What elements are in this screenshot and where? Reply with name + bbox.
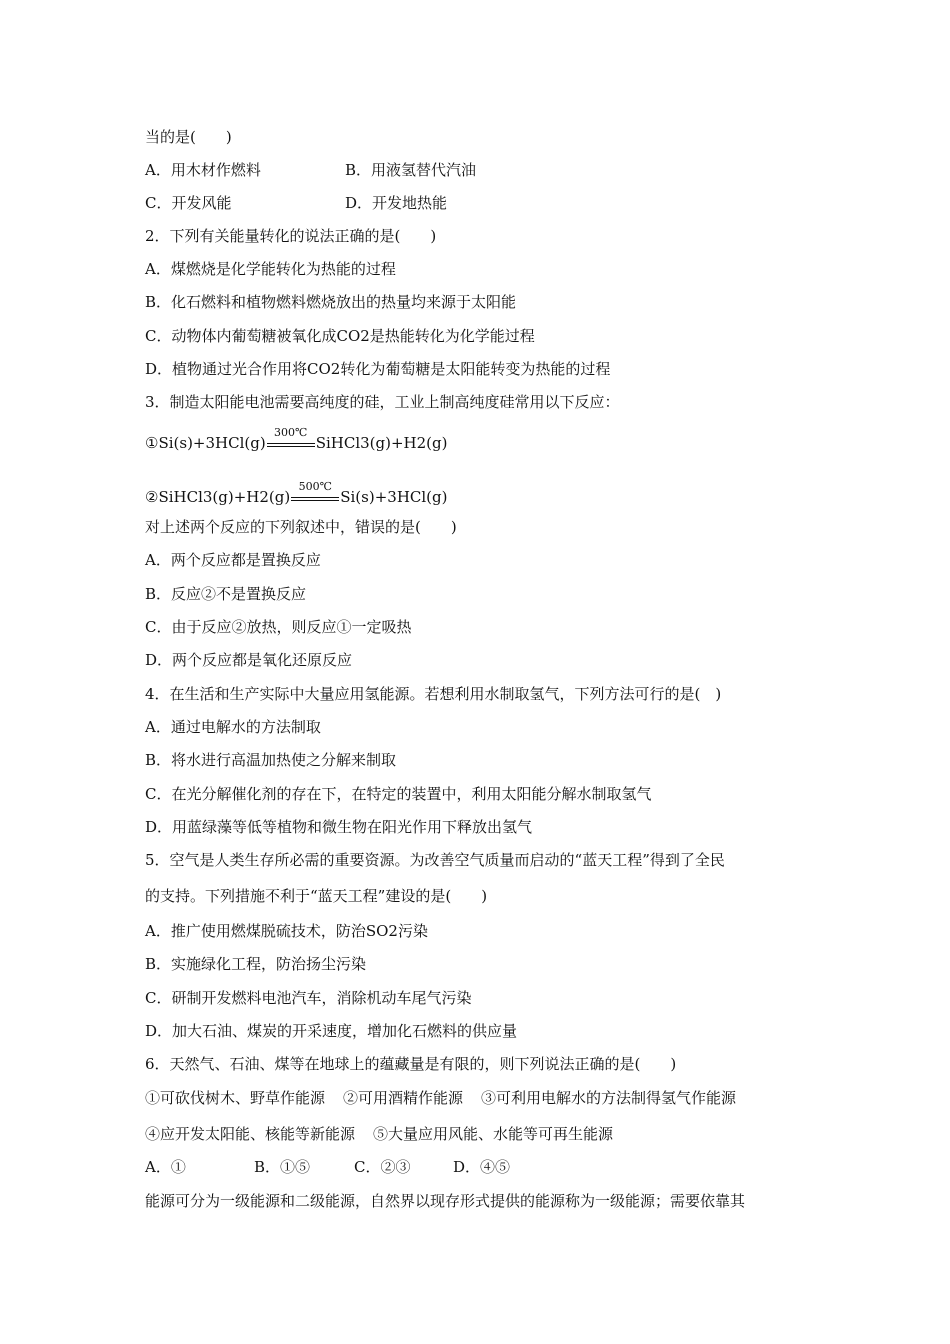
reaction-2-reactants: ②SiHCl3(g)+H2(g) xyxy=(145,488,291,506)
q6-statements-row-1 xyxy=(145,1088,736,1108)
q1-option-a: A．用木材作燃料 xyxy=(145,161,261,179)
q1-options-row-1 xyxy=(145,160,805,180)
q6-option-d: D．④⑤ xyxy=(453,1158,511,1176)
reaction-2-products: Si(s)+3HCl(g) xyxy=(340,488,448,506)
reaction-1-products: SiHCl3(g)+H2(g) xyxy=(315,434,448,452)
q6-stem: 6．天然气、石油、煤等在地球上的蕴藏量是有限的，则下列说法正确的是( ) xyxy=(145,1055,677,1073)
q5-option-d: D．加大石油、煤炭的开采速度，增加化石燃料的供应量 xyxy=(145,1022,518,1040)
q1-option-b: B．用液氢替代汽油 xyxy=(345,161,477,179)
q6-options xyxy=(145,1157,545,1177)
q6-option-b: B．①⑤ xyxy=(254,1158,311,1176)
q1-option-c: C．开发风能 xyxy=(145,194,232,212)
q6-statement-4: ④应开发太阳能、核能等新能源 xyxy=(145,1125,356,1143)
q3-stem: 3．制造太阳能电池需要高纯度的硅，工业上制高纯度硅常用以下反应： xyxy=(145,393,620,411)
q2-option-b: B．化石燃料和植物燃料燃烧放出的热量均来源于太阳能 xyxy=(145,293,517,311)
q2-option-d: D．植物通过光合作用将CO2转化为葡萄糖是太阳能转变为热能的过程 xyxy=(145,360,611,378)
q4-stem: 4．在生活和生产实际中大量应用氢能源。若想利用水制取氢气，下列方法可行的是( ) xyxy=(145,685,722,703)
reaction-1 xyxy=(145,426,448,454)
q3-option-b: B．反应②不是置换反应 xyxy=(145,585,307,603)
reaction-1-temperature: 300℃ xyxy=(274,426,308,439)
reaction-2 xyxy=(145,480,448,508)
q4-option-d: D．用蓝绿藻等低等植物和微生物在阳光作用下释放出氢气 xyxy=(145,818,533,836)
q3-question: 对上述两个反应的下列叙述中，错误的是( ) xyxy=(145,518,457,536)
q3-option-d: D．两个反应都是氧化还原反应 xyxy=(145,651,353,669)
q6-statement-1: ①可砍伐树木、野草作能源 xyxy=(145,1089,326,1107)
q2-stem: 2．下列有关能量转化的说法正确的是( ) xyxy=(145,227,437,245)
q5-stem-line-1: 5．空气是人类生存所必需的重要资源。为改善空气质量而启动的“蓝天工程”得到了全民 xyxy=(145,851,725,869)
reaction-1-condition xyxy=(267,426,315,454)
q5-option-a: A．推广使用燃煤脱硫技术，防治SO2污染 xyxy=(145,922,428,940)
reaction-1-reactants: ①Si(s)+3HCl(g) xyxy=(145,434,266,452)
q1-option-d: D．开发地热能 xyxy=(345,194,448,212)
q5-option-b: B．实施绿化工程，防治扬尘污染 xyxy=(145,955,367,973)
q6-statement-3: ③可利用电解水的方法制得氢气作能源 xyxy=(481,1089,737,1107)
q6-option-a: A．① xyxy=(145,1158,186,1176)
q6-statement-5: ⑤大量应用风能、水能等可再生能源 xyxy=(373,1125,614,1143)
q3-option-a: A．两个反应都是置换反应 xyxy=(145,551,321,569)
q4-option-a: A．通过电解水的方法制取 xyxy=(145,718,321,736)
q6-statement-2: ②可用酒精作能源 xyxy=(343,1089,464,1107)
reaction-2-temperature: 500℃ xyxy=(298,480,332,493)
q6-option-c: C．②③ xyxy=(354,1158,411,1176)
q5-stem-line-2: 的支持。下列措施不利于“蓝天工程”建设的是( ) xyxy=(145,887,488,905)
q2-option-c: C．动物体内葡萄糖被氧化成CO2是热能转化为化学能过程 xyxy=(145,327,535,345)
q4-option-c: C．在光分解催化剂的存在下，在特定的装置中，利用太阳能分解水制取氢气 xyxy=(145,785,652,803)
q3-option-c: C．由于反应②放热，则反应①一定吸热 xyxy=(145,618,412,636)
q1-options-row-2 xyxy=(145,193,805,213)
reaction-2-condition xyxy=(291,480,339,508)
passage-text: 能源可分为一级能源和二级能源，自然界以现存形式提供的能源称为一级能源；需要依靠其 xyxy=(145,1192,746,1210)
q4-option-b: B．将水进行高温加热使之分解来制取 xyxy=(145,751,397,769)
q6-statements-row-2 xyxy=(145,1124,613,1144)
q2-option-a: A．煤燃烧是化学能转化为热能的过程 xyxy=(145,260,396,278)
q5-option-c: C．研制开发燃料电池汽车，消除机动车尾气污染 xyxy=(145,989,472,1007)
q1-stem-tail: 当的是( ) xyxy=(145,128,232,146)
